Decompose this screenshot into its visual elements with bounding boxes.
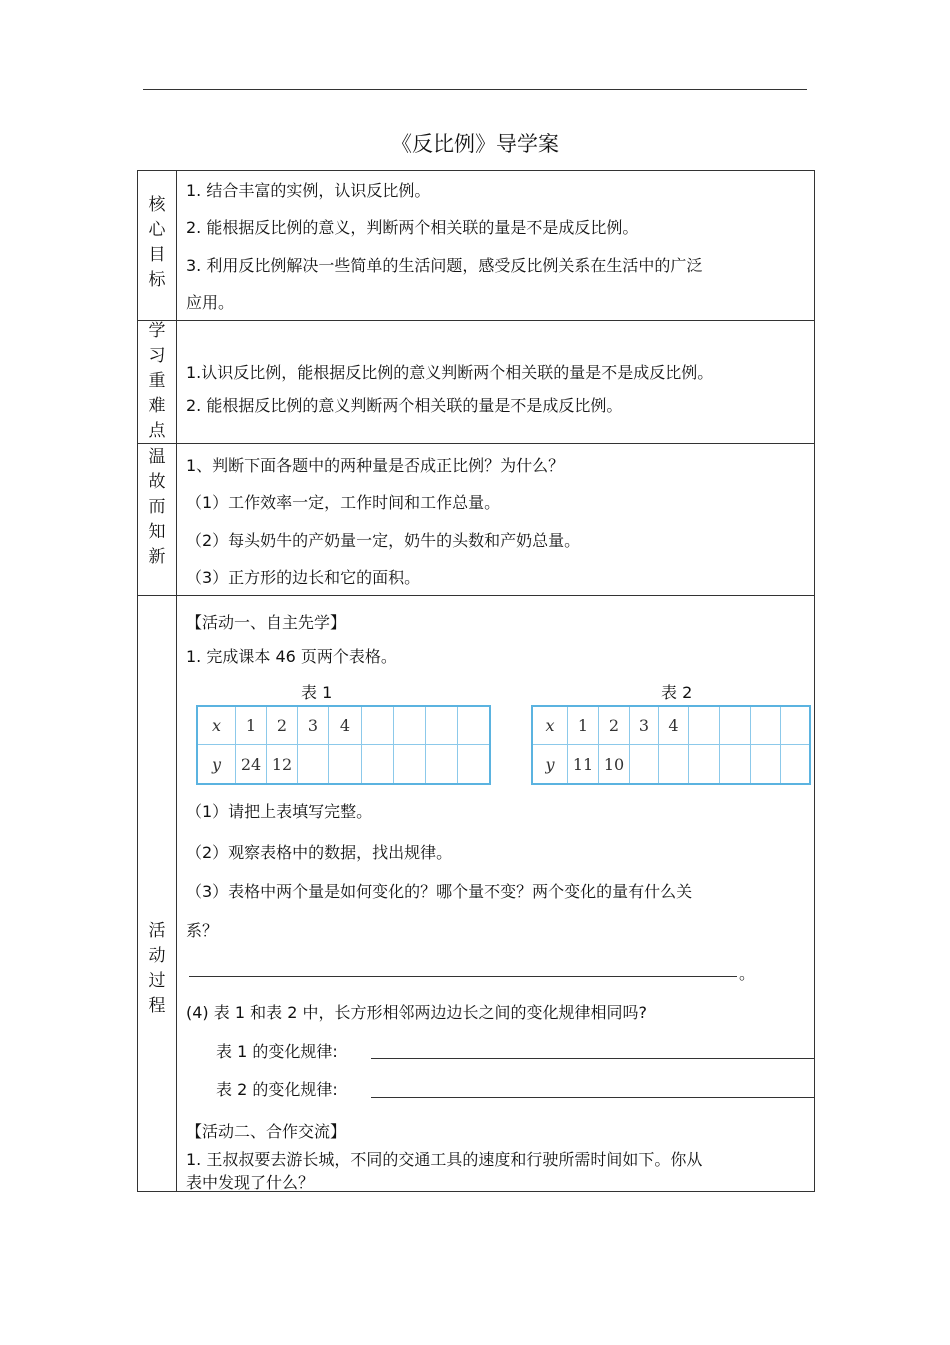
table-cell [298, 745, 329, 783]
y-header-cell: y [198, 745, 236, 783]
key-points-label: 学 习 重 难 点 [148, 321, 166, 441]
question-3: （3）表格中两个量是如何变化的？哪个量不变？两个变化的量有什么关 [186, 882, 693, 901]
core-goal-item: 1. 结合丰富的实例，认识反比例。 [186, 181, 431, 200]
table-cell: 2 [599, 707, 630, 745]
table-cell [458, 707, 489, 745]
table-cell: 10 [599, 745, 630, 783]
review-label: 温 故 而 知 新 [148, 447, 166, 567]
review-item: （1）工作效率一定，工作时间和工作总量。 [186, 493, 501, 512]
table-cell [426, 745, 458, 783]
core-goal-item: 3. 利用反比例解决一些简单的生活问题，感受反比例关系在生活中的广泛 [186, 256, 703, 275]
table-cell: 24 [236, 745, 267, 783]
table-cell [781, 745, 809, 783]
activity-two-text-cont: 表中发现了什么？ [186, 1173, 315, 1192]
table-cell [394, 745, 426, 783]
rule-2-label: 表 2 的变化规律: [216, 1080, 338, 1099]
review-item: （2）每头奶牛的产奶量一定，奶牛的头数和产奶总量。 [186, 531, 581, 550]
table-cell: 4 [659, 707, 689, 745]
answer-line-rule1 [371, 1058, 814, 1059]
table-cell [689, 707, 720, 745]
table-cell [720, 745, 751, 783]
table-cell [394, 707, 426, 745]
activity-one-task: 1. 完成课本 46 页两个表格。 [186, 647, 397, 666]
answer-line-end: 。 [739, 964, 756, 983]
activity-two-heading: 【活动二、合作交流】 [186, 1122, 347, 1141]
answer-line-q3 [189, 976, 737, 977]
table-cell: 12 [267, 745, 298, 783]
table-cell: 1 [568, 707, 599, 745]
table-cell [329, 745, 362, 783]
table-cell [362, 745, 394, 783]
table-cell: 1 [236, 707, 267, 745]
table-cell: 3 [630, 707, 659, 745]
table-cell [630, 745, 659, 783]
table1-grid [196, 705, 491, 785]
column-divider [176, 171, 177, 1191]
key-point-item: 2. 能根据反比例的意义判断两个相关联的量是不是成反比例。 [186, 396, 623, 415]
table2-grid [531, 705, 811, 785]
table-cell [720, 707, 751, 745]
row-divider [138, 595, 814, 596]
review-item: 1、判断下面各题中的两种量是否成正比例？为什么？ [186, 456, 565, 475]
table-cell [751, 707, 781, 745]
x-header-cell: x [533, 707, 568, 745]
activity-two-text: 1. 王叔叔要去游长城，不同的交通工具的速度和行驶所需时间如下。你从 [186, 1150, 703, 1169]
table-cell: 2 [267, 707, 298, 745]
table2-caption: 表 2 [661, 683, 693, 702]
table-cell [781, 707, 809, 745]
core-goal-item: 2. 能根据反比例的意义，判断两个相关联的量是不是成反比例。 [186, 218, 639, 237]
activity-one-heading: 【活动一、自主先学】 [186, 613, 347, 632]
worksheet-table [137, 170, 815, 1192]
table-cell [751, 745, 781, 783]
activity-label: 活 动 过 程 [148, 921, 166, 1016]
question-3-cont: 系？ [186, 921, 219, 940]
table-cell [689, 745, 720, 783]
key-point-item: 1.认识反比例，能根据反比例的意义判断两个相关联的量是不是成反比例。 [186, 363, 714, 382]
header-rule [143, 89, 807, 90]
table-cell [659, 745, 689, 783]
row-divider [138, 320, 814, 321]
review-item: （3）正方形的边长和它的面积。 [186, 568, 421, 587]
x-header-cell: x [198, 707, 236, 745]
core-goals-label: 核 心 目 标 [148, 195, 166, 290]
table-cell: 4 [329, 707, 362, 745]
answer-line-rule2 [371, 1097, 814, 1098]
table-cell [458, 745, 489, 783]
table-cell: 3 [298, 707, 329, 745]
question-1: （1）请把上表填写完整。 [186, 802, 373, 821]
table-cell [426, 707, 458, 745]
table1-caption: 表 1 [301, 683, 333, 702]
rule-1-label: 表 1 的变化规律: [216, 1042, 338, 1061]
table-cell: 11 [568, 745, 599, 783]
core-goal-item: 应用。 [186, 293, 235, 312]
y-header-cell: y [533, 745, 568, 783]
row-divider [138, 443, 814, 444]
question-2: （2）观察表格中的数据，找出规律。 [186, 843, 453, 862]
page-title: 《反比例》导学案 [391, 132, 559, 156]
table-cell [362, 707, 394, 745]
question-4: (4) 表 1 和表 2 中，长方形相邻两边边长之间的变化规律相同吗? [186, 1003, 647, 1022]
